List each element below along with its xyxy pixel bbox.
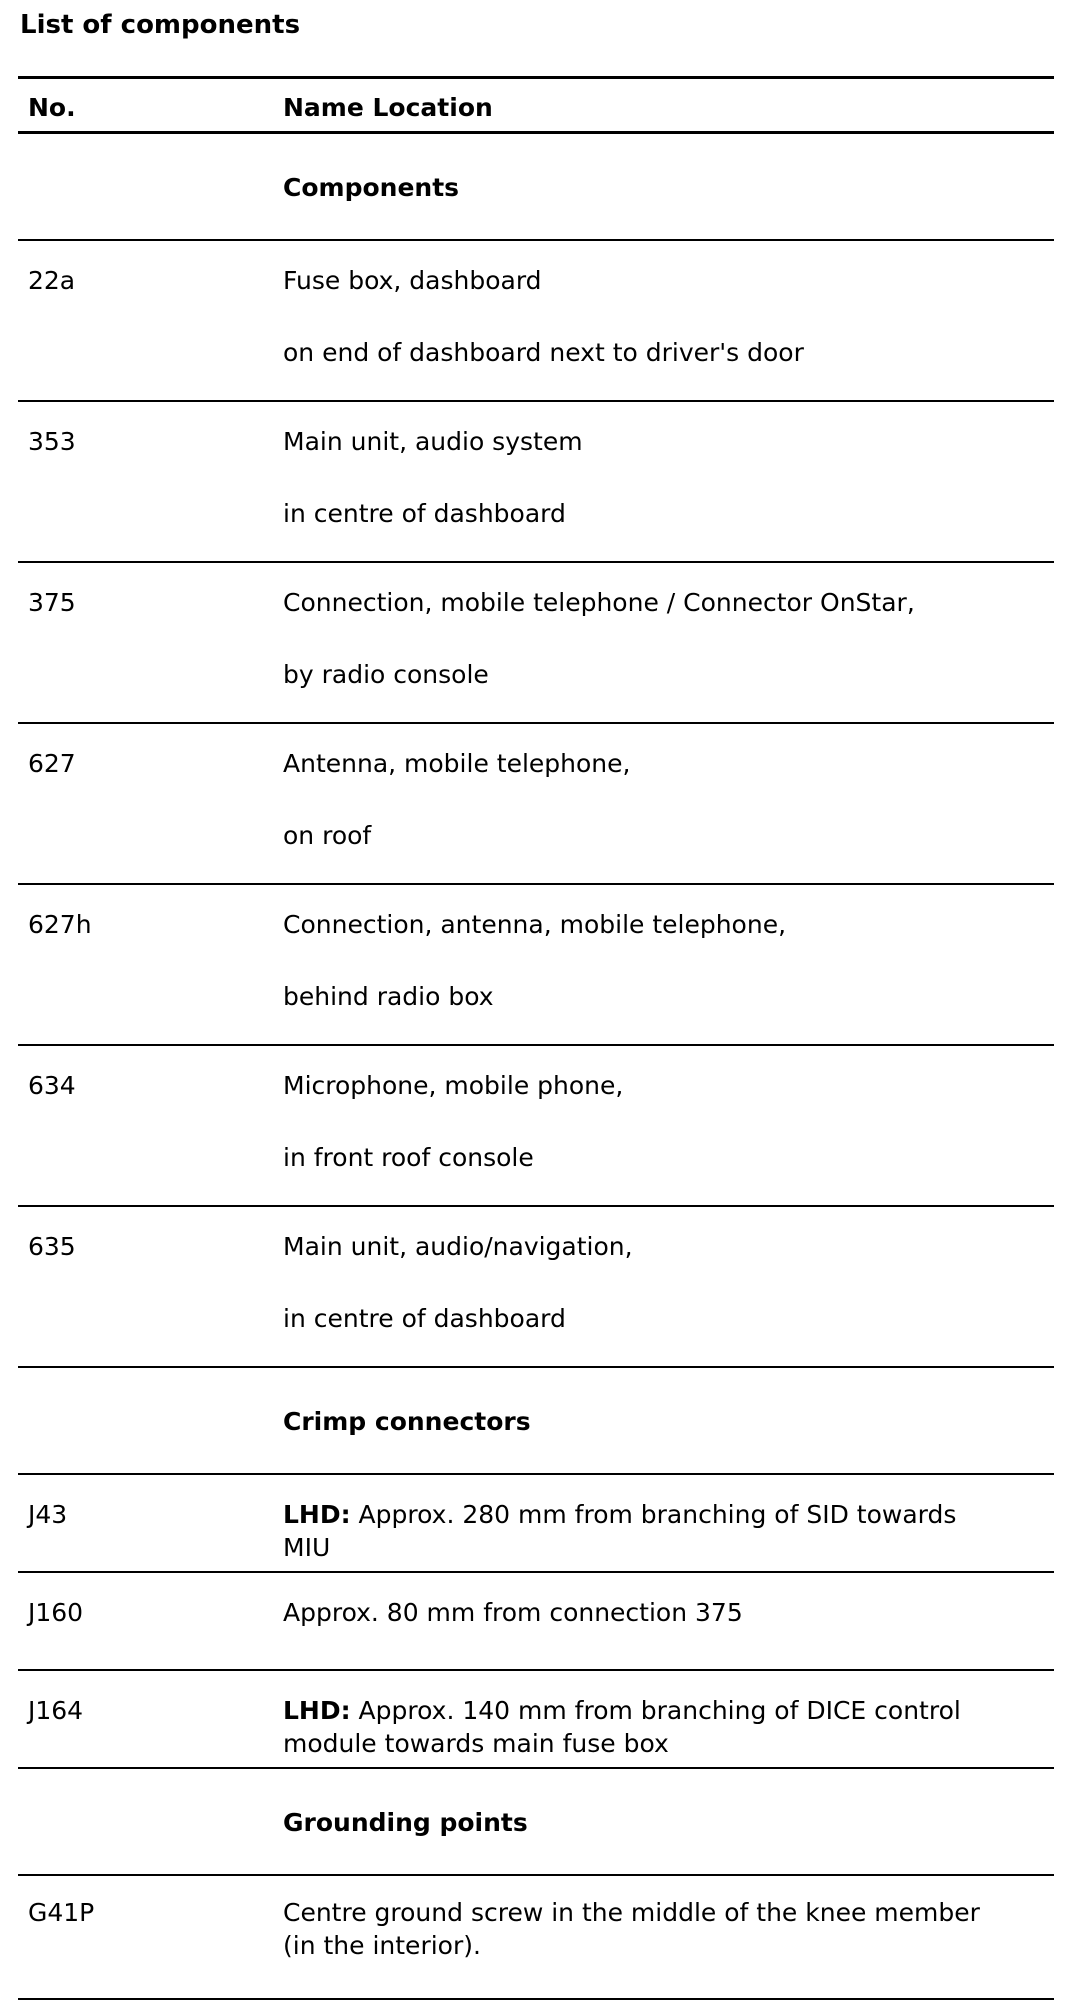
component-location: in centre of dashboard [283,1303,566,1333]
table-row [18,401,1054,562]
component-details [273,723,1054,884]
component-number: 635 [18,1206,273,1367]
ground-point-location [273,1875,1054,1999]
section-spacer [18,1768,273,1875]
table-row [18,723,1054,884]
location-text: Approx. 280 mm from branching of SID towards [350,1499,957,1529]
table-row [18,1875,1054,1999]
component-location: in centre of dashboard [283,498,566,528]
column-header-no: No. [18,78,273,133]
section-title: Crimp connectors [273,1367,1054,1474]
connector-number: J160 [18,1572,273,1670]
location-line [283,1694,1054,1727]
component-number: 353 [18,401,273,562]
location-text: Approx. 140 mm from branching of DICE control [350,1695,961,1725]
table-row [18,1045,1054,1206]
component-details [273,1206,1054,1367]
component-details [273,562,1054,723]
component-location: behind radio box [283,981,494,1011]
lhd-label: LHD: [283,1499,351,1529]
component-number: 627 [18,723,273,884]
component-details [273,240,1054,401]
table-row [18,1670,1054,1768]
component-name: Main unit, audio system [283,426,583,456]
table-row [18,1206,1054,1367]
location-line: module towards main fuse box [283,1728,669,1758]
component-details [273,401,1054,562]
component-name: Main unit, audio/navigation, [283,1231,633,1261]
component-location: in front roof console [283,1142,534,1172]
column-header-name-location: Name Location [273,78,1054,133]
location-line: (in the interior). [283,1930,481,1960]
section-header-components [18,133,1054,240]
components-table [18,76,1054,2000]
component-number: 634 [18,1045,273,1206]
table-row [18,1474,1054,1572]
table-row [18,562,1054,723]
location-line: MIU [283,1532,331,1562]
connector-location [273,1572,1054,1670]
component-name: Microphone, mobile phone, [283,1070,624,1100]
connector-number: J164 [18,1670,273,1768]
component-number: 375 [18,562,273,723]
location-line: Centre ground screw in the middle of the knee member [283,1897,980,1927]
table-row [18,884,1054,1045]
component-number: 22a [18,240,273,401]
component-number: 627h [18,884,273,1045]
component-name: Connection, mobile telephone / Connector OnStar, [283,587,915,617]
connector-location [273,1670,1054,1768]
section-spacer [18,133,273,240]
location-line [283,1498,1054,1531]
component-details [273,1045,1054,1206]
table-row [18,240,1054,401]
component-location: on roof [283,820,372,850]
section-title: Components [273,133,1054,240]
component-name: Connection, antenna, mobile telephone, [283,909,787,939]
section-header-crimp-connectors [18,1367,1054,1474]
component-location: on end of dashboard next to driver's door [283,337,804,367]
section-title: Grounding points [273,1768,1054,1875]
location-line: Approx. 80 mm from connection 375 [283,1597,743,1627]
page-title: List of components [20,10,301,40]
section-spacer [18,1367,273,1474]
ground-point-number: G41P [18,1875,273,1999]
table-row [18,1572,1054,1670]
lhd-label: LHD: [283,1695,351,1725]
component-name: Antenna, mobile telephone, [283,748,631,778]
table-header-row [18,78,1054,133]
component-name: Fuse box, dashboard [283,265,542,295]
component-location: by radio console [283,659,489,689]
connector-location [273,1474,1054,1572]
connector-number: J43 [18,1474,273,1572]
section-header-grounding-points [18,1768,1054,1875]
component-details [273,884,1054,1045]
